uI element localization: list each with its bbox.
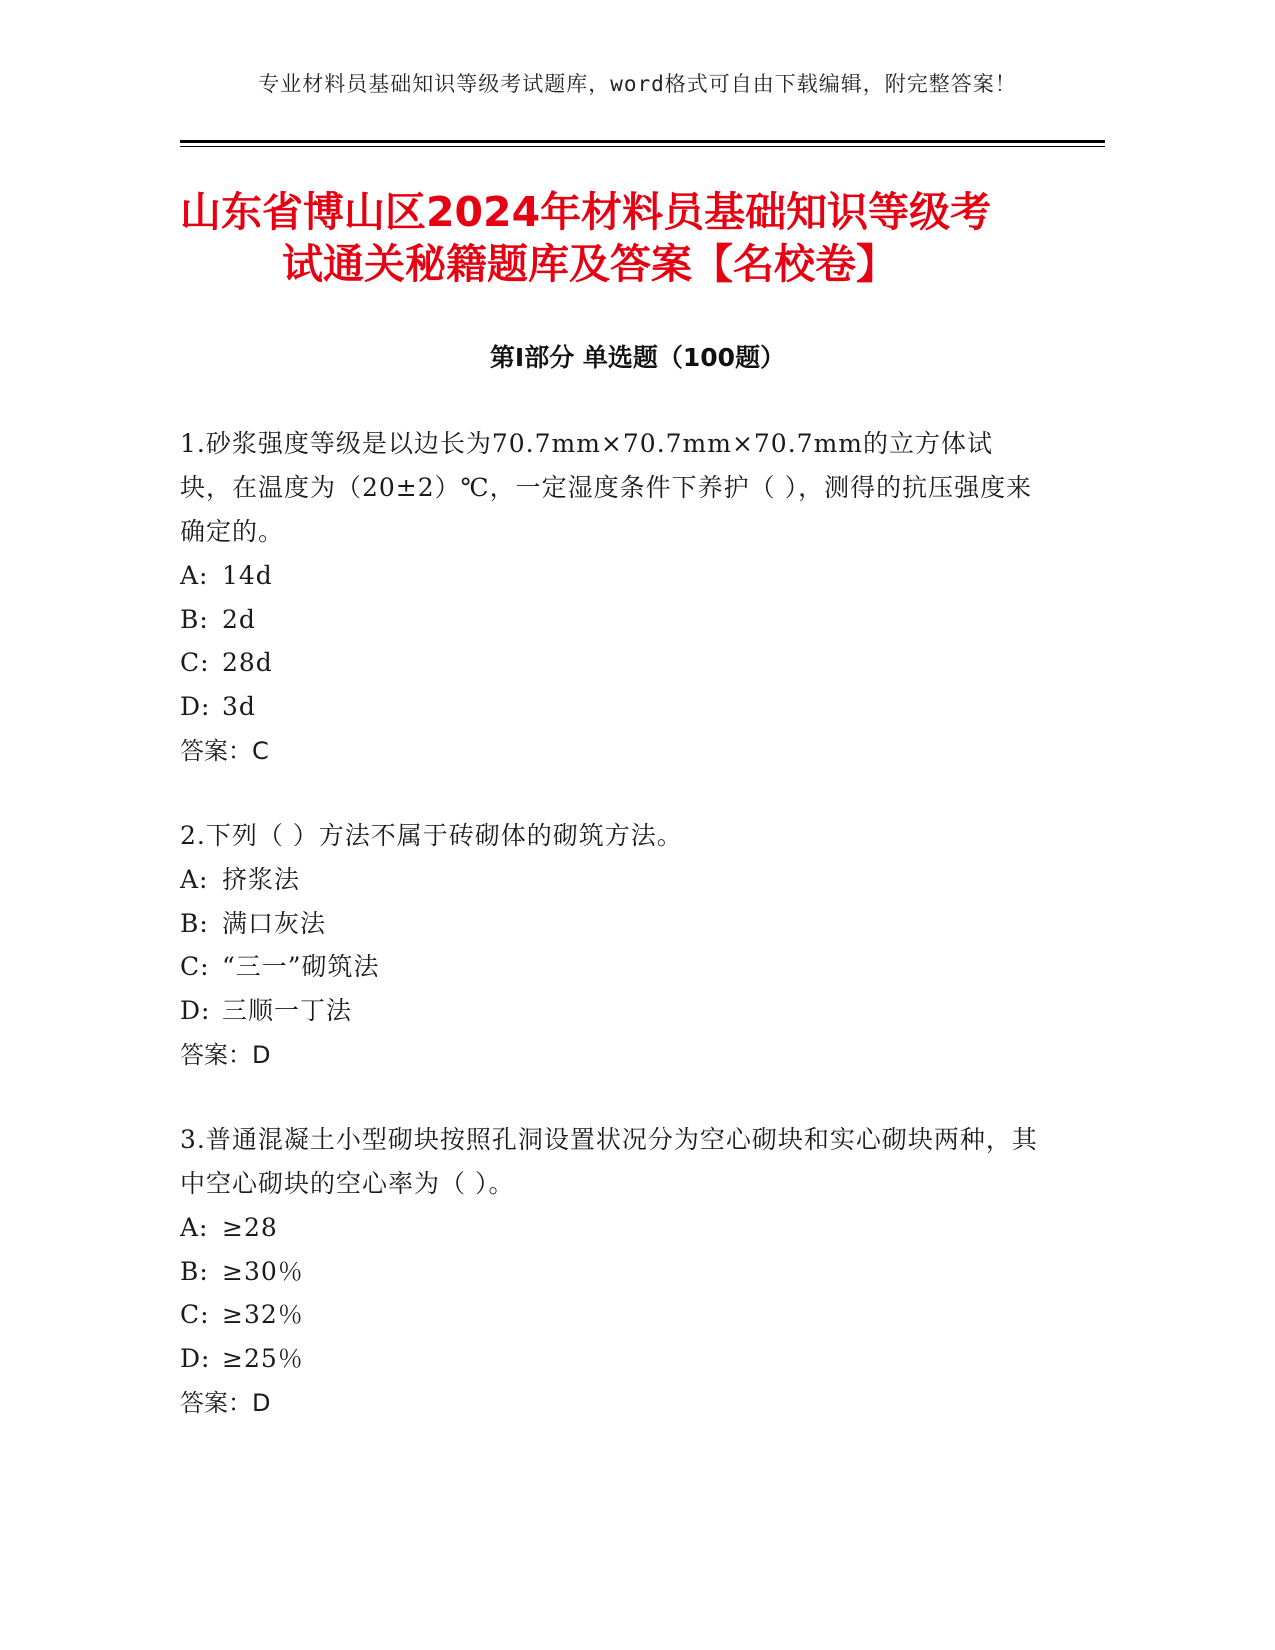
answer-line: 答案：D <box>180 1041 271 1069</box>
answer-line: 答案：C <box>180 737 269 765</box>
option-text: 满口灰法 <box>222 908 327 938</box>
option-a <box>180 1206 1040 1250</box>
option-d <box>180 685 1040 729</box>
option-text: ≥30％ <box>222 1256 304 1286</box>
option-letter: B: <box>180 908 209 938</box>
option-c <box>180 641 1040 685</box>
question-3 <box>180 1118 1040 1426</box>
option-text: 28d <box>222 648 273 677</box>
answer-line: 答案：D <box>180 1389 271 1417</box>
option-letter: D: <box>180 691 211 721</box>
option-letter: A: <box>180 865 209 894</box>
option-d <box>180 989 1040 1033</box>
option-text: ≥28 <box>222 1213 278 1242</box>
option-letter: B: <box>180 1256 209 1286</box>
option-letter: C: <box>180 1300 210 1329</box>
header-rule-thin <box>180 146 1105 147</box>
option-c <box>180 945 1040 989</box>
option-text: 3d <box>222 691 256 721</box>
option-text: 挤浆法 <box>222 865 301 894</box>
option-letter: D: <box>180 995 211 1025</box>
question-1 <box>180 422 1040 774</box>
option-text: 2d <box>222 604 256 634</box>
document-title <box>180 186 1080 290</box>
option-letter: C: <box>180 648 210 677</box>
option-letter: D: <box>180 1343 211 1373</box>
document-title-line-1: 山东省博山区2024年材料员基础知识等级考 <box>180 188 992 236</box>
option-b <box>180 1250 1040 1294</box>
document-title-line-2: 试通关秘籍题库及答案【名校卷】 <box>282 240 897 288</box>
option-c <box>180 1293 1040 1337</box>
question-list <box>180 422 1040 1466</box>
question-2 <box>180 814 1040 1078</box>
option-text: 14d <box>222 561 273 590</box>
option-letter: A: <box>180 561 209 590</box>
option-text: 三顺一丁法 <box>222 995 353 1025</box>
option-a <box>180 554 1040 598</box>
option-text: “三一”砌筑法 <box>222 952 380 981</box>
option-b <box>180 598 1040 642</box>
option-text: ≥32％ <box>222 1300 304 1329</box>
option-letter: C: <box>180 952 210 981</box>
page-header: 专业材料员基础知识等级考试题库，word格式可自由下载编辑，附完整答案！ <box>258 72 1017 96</box>
question-stem: 3.普通混凝土小型砌块按照孔洞设置状况分为空心砌块和实心砌块两种，其中空心砌块的空心率为（ ）。 <box>180 1125 1038 1198</box>
option-letter: A: <box>180 1213 209 1242</box>
header-rule-thick <box>180 140 1105 143</box>
section-title: 第Ⅰ部分 单选题（100题） <box>489 343 786 372</box>
question-stem: 1.砂浆强度等级是以边长为70.7mm×70.7mm×70.7mm的立方体试块，在温度为（20±2）℃，一定湿度条件下养护（ ），测得的抗压强度来确定的。 <box>180 429 1033 546</box>
option-a <box>180 858 1040 902</box>
option-d <box>180 1337 1040 1381</box>
option-text: ≥25％ <box>222 1343 304 1373</box>
question-stem: 2.下列（ ）方法不属于砖砌体的砌筑方法。 <box>180 821 683 850</box>
option-letter: B: <box>180 604 209 634</box>
option-b <box>180 902 1040 946</box>
